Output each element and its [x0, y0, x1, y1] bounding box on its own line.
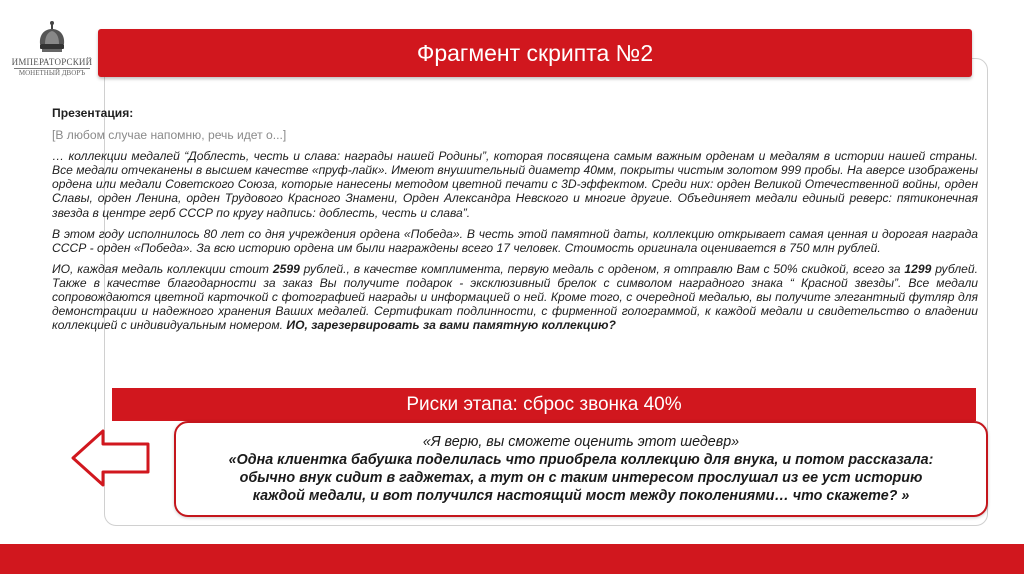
logo-title: ИМПЕРАТОРСКИЙ	[11, 57, 93, 67]
section-heading: Презентация:	[52, 106, 134, 120]
offer-text-3: рублей. Также в качестве благодарности за заказ Вы получите подарок - эксклюзивный брелок с символом наградного знака “ Красной звезды”. Все медали сопровождаются цветной карточкой с фотографией награды и информацией о ней. Кроме того, с очередной медалью, вы получите элегантный футляр для демонстрации и надежного хранения Ваших медалей. Сертификат подлинности, с фирменной голограммой, к каждой медали и свидетельство о владении коллекцией с индивидуальным номером.	[52, 261, 978, 333]
paragraph-collection: … коллекции медалей “Доблесть, честь и слава: награды нашей Родины”, которая посвящена самым важным орденам и медалям в истории нашей страны. Все медали отчеканены в высшем качестве «пруф-лайк». Имеют внушительный диаметр 40мм, покрыты чистым золотом 999 пробы. На аверсе изображены ордена или медали Советского Союза, которые нанесены методом цветной печати с 3D-эффектом. Среди них: орден Великой Отечественной войны, орден Славы, орден Ленина, орден Трудового Красного Знамени, Орден Александра Невского и многие другие. Объединяет медали единый реверс: пятиконечная звезда в центре герб СССР по кругу надпись: доблесть, честь и слава”.	[52, 149, 978, 220]
risk-banner	[112, 388, 976, 421]
offer-text-2: рублей., в качестве комплимента, первую медаль с орденом, я отправлю Вам с 50% скидкой, всего за	[299, 261, 905, 276]
title-bar	[98, 29, 972, 77]
brand-logo	[10, 20, 94, 76]
paragraph-victory-order: В этом году исполнилось 80 лет со дня учреждения ордена «Победа». В честь этой памятной даты, коллекцию открывает самая ценная и дорогая награда СССР - орден «Победа». За всю историю ордена им были награждены всего 17 человек. Стоимость оригинала оценивается в 750 млн рублей.	[52, 226, 978, 255]
left-arrow-icon	[70, 428, 152, 488]
page-title: Фрагмент скрипта №2	[416, 39, 654, 66]
price-discount: 1299	[904, 261, 932, 276]
crown-icon	[36, 20, 68, 56]
paragraph-offer	[52, 262, 978, 332]
risk-label: Риски этапа: сброс звонка 40%	[406, 393, 682, 415]
logo-subtitle: МОНЕТНЫЙ ДВОРЪ	[18, 69, 86, 77]
intro-text: [В любом случае напомню, речь идет о...]	[52, 128, 287, 143]
script-content	[52, 106, 978, 339]
quote-line-2: «Одна клиентка бабушка поделилась что приобрела коллекцию для внука, и потом рассказала:	[228, 452, 934, 468]
quote-line-1: «Я верю, вы сможете оценить этот шедевр»	[422, 434, 740, 450]
quote-line-4: каждой медали, и вот получился настоящий мост между поколениями… что скажете? »	[252, 488, 910, 504]
footer-bar	[0, 544, 1024, 574]
quote-box	[174, 421, 988, 517]
price-full: 2599	[272, 261, 300, 276]
offer-text-1: ИО, каждая медаль коллекции стоит	[52, 261, 273, 276]
quote-line-3: обычно внук сидит в гаджетах, а тут он с таким интересом прослушал из ее уст историю	[239, 470, 923, 486]
closing-question: ИО, зарезервировать за вами памятную коллекцию?	[286, 318, 616, 333]
